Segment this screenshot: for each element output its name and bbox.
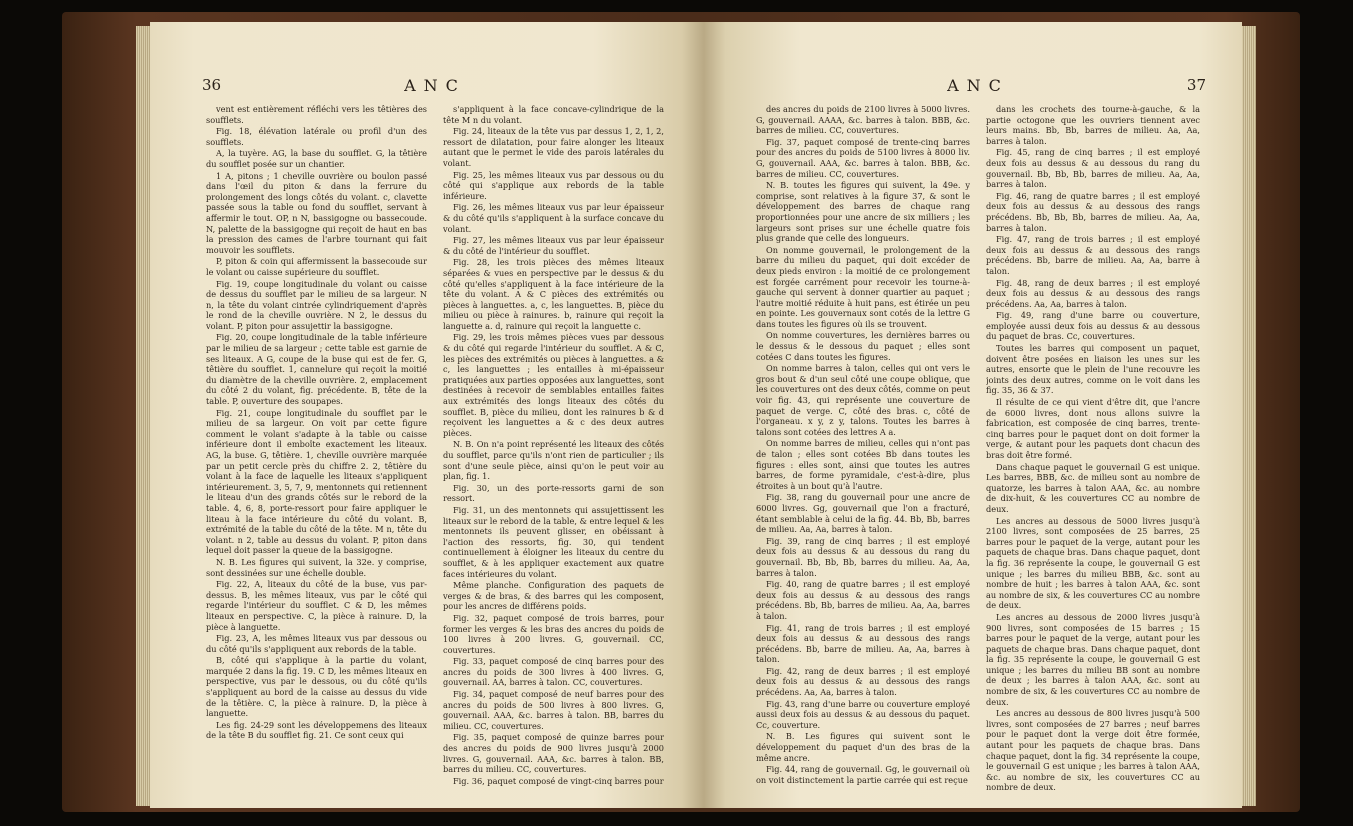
- paragraph: Toutes les barres qui composent un paquet, doivent être posées en liaison les unes sur les autres, ensorte que le plein de l'une recouvre les joints des deux autres, comme on le voit dans les fig. 35, 36 & 37.: [986, 343, 1200, 396]
- paragraph: Fig. 42, rang de deux barres ; il est employé deux fois au dessus & au dessous des rangs précédens. Aa, Aa, barres à talon.: [756, 665, 970, 698]
- paragraph: Fig. 20, coupe longitudinale de la table inférieure par le milieu de sa largeur ; cette table est garnie de ses liteaux. A G, coupe de la buse qui est de fer. G, têtière du soufflet. 1, cannelure qui reçoit la moitié du diamètre de la cheville ouvrière. 2, emplacement du côté 2 du volant, fig. précédente. B, tête de la table. P, ouverture des soupapes.: [206, 332, 427, 407]
- paragraph: 1 A, pitons ; 1 cheville ouvrière ou boulon passé dans l'œil du piton & dans la ferrure du prolongement des longs côtés du volant. c, clavette passée sous la table ou fond du soufflet, servant à affermir le tout. OP, n N, bassigogne ou bassecoude. N, palette de la bassigogne qui reçoit de haut en bas la pression des cames de l'arbre tournant qui fait mouvoir les soufflets.: [206, 170, 427, 255]
- paragraph: Fig. 38, rang du gouvernail pour une ancre de 6000 livres. Gg, gouvernail que l'on a fracturé, étant semblable à celui de la fig. 44. Bb, Bb, barres de milieu. Aa, Aa, barres à talon.: [756, 492, 970, 535]
- paragraph: Fig. 44, rang de gouvernail. Gg, le gouvernail où on voit distinctement la partie carrée qui est reçue: [756, 764, 970, 785]
- paragraph: Les ancres au dessous de 5000 livres jusqu'à 2100 livres, sont composées de 25 barres, 25 barres pour le paquet de la verge, autant pour les paquets de chaque bras. Dans chaque paquet, dont la fig. 36 représente la coupe, le gouvernail G est unique ; les barres du milieu BBB, &c. sont au nombre de huit ; les barres à talon AAA, &c. sont au nombre de six, & les couvertures CC au nombre de deux.: [986, 515, 1200, 611]
- left-page-columns: [206, 104, 664, 804]
- right-page-number: 37: [1186, 76, 1206, 94]
- left-page-edges: [136, 26, 150, 806]
- paragraph: Fig. 21, coupe longitudinale du soufflet par le milieu de sa largeur. On voit par cette figure comment le volant s'adapte à la table ou caisse inférieure dont il emboîte exactement les liteaux. AG, la buse. G, têtière. 1, cheville ouvrière marquée par un petit cercle près du chiffre 2. 2, têtière du volant à la face de laquelle les liteaux s'appliquent intérieurement. 3, 5, 7, 9, mentonnets qui retiennent le liteau d'un des grands côtés sur le rebord de la table. 4, 6, 8, porte-ressort pour faire appliquer le liteau à la face intérieure du côté du volant. B, extrémité de la table du côté de la tête. M n, tête du volant. n 2, table au dessus du volant. P, piton dans lequel doit passer la queue de la bassigogne.: [206, 407, 427, 556]
- paragraph: s'appliquent à la face concave-cylindrique de la tête M n du volant.: [443, 104, 664, 125]
- right-page-edges: [1242, 26, 1256, 806]
- paragraph: N. B. On n'a point représenté les liteaux des côtés du soufflet, parce qu'ils n'ont rien de particulier ; ils sont d'une seule pièce, ainsi qu'on le peut voir au plan, fig. 1.: [443, 439, 664, 482]
- paragraph: Fig. 19, coupe longitudinale du volant ou caisse de dessus du soufflet par le milieu de sa largeur. N n, la tête du volant cintrée cylindriquement d'après le rond de la cheville ouvrière. N 2, le dessus du volant. P, piton pour assujettir la bassigogne.: [206, 278, 427, 331]
- paragraph: Dans chaque paquet le gouvernail G est unique. Les barres, BBB, &c. de milieu sont au nombre de quatorze, les barres à talon AAA, &c. au nombre de dix-huit, & les couvertures CC au nombre de deux.: [986, 461, 1200, 514]
- open-book: [62, 12, 1300, 812]
- left-page-number: 36: [202, 76, 222, 94]
- paragraph: A, la tuyère. AG, la base du soufflet. G, la têtière du soufflet posée sur un chantier.: [206, 148, 427, 169]
- paragraph: Fig. 18, élévation latérale ou profil d'un des soufflets.: [206, 126, 427, 147]
- left-column-1: [206, 104, 427, 804]
- paragraph: Fig. 41, rang de trois barres ; il est employé deux fois au dessus & au dessous des rangs précédens. Bb, barre de milieu. Aa, Aa, barres à talon.: [756, 622, 970, 665]
- paragraph: Fig. 39, rang de cinq barres ; il est employé deux fois au dessus & au dessous du rang du gouvernail. Bb, Bb, Bb, barres du milieu. Aa, Aa, barres à talon.: [756, 535, 970, 578]
- paragraph: vent est entièrement réfléchi vers les têtières des soufflets.: [206, 104, 427, 125]
- paragraph: Fig. 35, paquet composé de quinze barres pour des ancres du poids de 900 livres jusqu'à 2000 livres. G, gouvernail. AAA, &c. barres à talon. BB, barres du milieu. CC, couvertures.: [443, 732, 664, 775]
- paragraph: Fig. 34, paquet composé de neuf barres pour des ancres du poids de 500 livres à 800 livres. G, gouvernail. AAA, &c. barres à talon. BB, barres du milieu. CC, couvertures.: [443, 689, 664, 731]
- left-running-head: ANC: [404, 76, 466, 95]
- paragraph: Les fig. 24-29 sont les développemens des liteaux de la tête B du soufflet fig. 21. Ce sont ceux qui: [206, 719, 427, 741]
- paragraph: B, côté qui s'applique à la partie du volant, marquée 2 dans la fig. 19. C D, les mêmes liteaux en perspective, vus par le dessous, ou du côté qu'ils s'appliquent au bord de la caisse au dessus du vide de la têtière. C, la pièce à rainure. D, la pièce à languette.: [206, 655, 427, 719]
- paragraph: des ancres du poids de 2100 livres à 5000 livres. G, gouvernail. AAAA, &c. barres à talon. BBB, &c. barres de milieu. CC, couvertures.: [756, 104, 970, 136]
- left-page-header: [202, 76, 664, 98]
- paragraph: Les ancres au dessous de 800 livres jusqu'à 500 livres, sont composées de 27 barres ; neuf barres pour le paquet dont la verge doit être formée, autant pour les paquets de chaque bras. Dans chaque paquet, dont la fig. 34 représente la coupe, le gouvernail G est unique ; les barres à talon AAA, &c. au nombre de six, les couvertures CC au nombre de deux.: [986, 708, 1200, 793]
- paragraph: On nomme barres à talon, celles qui ont vers le gros bout & d'un seul côté une coupe oblique, que les couvertures ont des deux côtés, comme on peut voir fig. 43, qui représente une couverture de paquet de verge. C, côté des bras. c, côté de l'organeau. x y, z y, talons. Toutes les barres à talons sont cotées des lettres A a.: [756, 363, 970, 437]
- paragraph: Fig. 48, rang de deux barres ; il est employé deux fois au dessus & au dessous des rangs précédens. Aa, Aa, barres à talon.: [986, 277, 1200, 309]
- paragraph: Fig. 47, rang de trois barres ; il est employé deux fois au dessus & au dessous des rangs précédens. Bb, barre de milieu. Aa, Aa, barre à talon.: [986, 234, 1200, 276]
- paragraph: Les ancres au dessous de 2000 livres jusqu'à 900 livres, sont composées de 15 barres ; 15 barres pour le paquet de la verge, autant pour les paquets de chaque bras. Dans chaque paquet, dont la fig. 35 représente la coupe, le gouvernail G est unique ; les barres du milieu BB sont au nombre de deux ; les barres à talon AAA, &c. sont au nombre de six, & les couvertures CC au nombre de deux.: [986, 611, 1200, 707]
- paragraph: Fig. 30, un des porte-ressorts garni de son ressort.: [443, 482, 664, 504]
- paragraph: Fig. 32, paquet composé de trois barres, pour former les verges & les bras des ancres du poids de 100 livres à 200 livres. G, gouvernail. CC, couvertures.: [443, 612, 664, 655]
- paragraph: Fig. 27, les mêmes liteaux vus par leur épaisseur & du côté de l'intérieur du soufflet.: [443, 235, 664, 256]
- paragraph: Fig. 29, les trois mêmes pièces vues par dessous & du côté qui regarde l'intérieur du soufflet. A & C, les pièces des extrémités ou pièces à languettes. a & c, les languettes ; les entailles à mi-épaisseur pratiquées aux parties opposées aux languettes, sont destinées à recevoir de semblables entailles faites aux extrémités des longs liteaux des côtés du soufflet. B, pièce du milieu, dont les rainures b & d reçoivent les languettes a & c des deux autres pièces.: [443, 332, 664, 438]
- paragraph: Fig. 45, rang de cinq barres ; il est employé deux fois au dessus & au dessous du rang du gouvernail. Bb, Bb, Bb, barres de milieu. Aa, Aa, barres à talon.: [986, 147, 1200, 190]
- right-page: [704, 22, 1242, 808]
- right-page-header: [756, 76, 1206, 98]
- paragraph: Fig. 26, les mêmes liteaux vus par leur épaisseur & du côté qu'ils s'appliquent à la surface concave du volant.: [443, 202, 664, 234]
- paragraph: Même planche. Configuration des paquets de verges & de bras, & des barres qui les composent, pour les ancres de différens poids.: [443, 580, 664, 612]
- left-page: [150, 22, 704, 808]
- right-column-2: [986, 104, 1200, 804]
- paragraph: On nomme barres de milieu, celles qui n'ont pas de talon ; elles sont cotées Bb dans toutes les figures : elles sont, ainsi que toutes les autres barres, de forme pyramidale, c'est-à-dire, plus étroites à un bout qu'à l'autre.: [756, 438, 970, 491]
- right-column-1: [756, 104, 970, 804]
- paragraph: P, piton & coin qui affermissent la bassecoude sur le volant ou caisse supérieure du soufflet.: [206, 256, 427, 277]
- paragraph: Fig. 37, paquet composé de trente-cinq barres pour des ancres du poids de 5100 livres à 8000 liv. G, gouvernail. AAA, &c. barres à talon. BBB, &c. barres de milieu. CC, couvertures.: [756, 136, 970, 179]
- paragraph: Fig. 28, les trois pièces des mêmes liteaux séparées & vues en perspective par le dessus & du côté qu'elles s'appliquent à la face intérieure de la tête du volant. A & C pièces des extrémités ou pièces à languettes. a, c, les languettes. B, pièce du milieu ou pièce à rainures. b, rainure qui reçoit la languette a. d, rainure qui reçoit la languette c.: [443, 257, 664, 331]
- paragraph: N. B. Les figures qui suivent sont le développement du paquet d'un des bras de la même ancre.: [756, 731, 970, 763]
- paragraph: Fig. 43, rang d'une barre ou couverture employé aussi deux fois au dessus & au dessous du paquet. Cc, couverture.: [756, 698, 970, 730]
- paragraph: Fig. 23, A, les mêmes liteaux vus par dessous ou du côté qu'ils s'appliquent aux rebords de la table.: [206, 633, 427, 654]
- right-page-columns: [756, 104, 1200, 804]
- paragraph: Fig. 49, rang d'une barre ou couverture, employée aussi deux fois au dessus & au dessous du paquet de bras. Cc, couvertures.: [986, 310, 1200, 342]
- paragraph: Fig. 40, rang de quatre barres ; il est employé deux fois au dessus & au dessous des rangs précédens. Bb, Bb, barres de milieu. Aa, Aa, barres à talon.: [756, 579, 970, 621]
- paragraph: N. B. toutes les figures qui suivent, la 49e. y comprise, sont relatives à la figure 37, & sont le développement des barres de chaque rang proportionnées pour une ancre de six milliers ; les largeurs sont prises sur une échelle quatre fois plus grande que celle des longueurs.: [756, 180, 970, 244]
- paragraph: Fig. 25, les mêmes liteaux vus par dessous ou du côté qui s'applique aux rebords de la table inférieure.: [443, 169, 664, 201]
- paragraph: Fig. 22, A, liteaux du côté de la buse, vus par-dessus. B, les mêmes liteaux, vus par le côté qui regarde l'intérieur du soufflet. C & D, les mêmes liteaux en perspective. C, la pièce à rainure. D, la pièce à languette.: [206, 579, 427, 632]
- paragraph: Fig. 33, paquet composé de cinq barres pour des ancres du poids de 300 livres à 400 livres. G, gouvernail. AA, barres à talon. CC, couvertures.: [443, 656, 664, 688]
- right-running-head: ANC: [947, 76, 1009, 95]
- paragraph: Il résulte de ce qui vient d'être dit, que l'ancre de 6000 livres, dont nous allons suivre la fabrication, est composée de cinq barres, trente-cinq barres pour le paquet dont on doit former la verge, & autant pour les paquets dont chacun des bras doit être formé.: [986, 397, 1200, 460]
- paragraph: dans les crochets des tourne-à-gauche, & la partie octogone que les ouvriers tiennent avec leurs mains. Bb, Bb, barres de milieu. Aa, Aa, barres à talon.: [986, 104, 1200, 146]
- paragraph: Fig. 36, paquet composé de vingt-cinq barres pour: [453, 775, 664, 786]
- paragraph: On nomme couvertures, les dernières barres ou le dessus & le dessous du paquet ; elles sont cotées C dans toutes les figures.: [756, 330, 970, 362]
- paragraph: N. B. Les figures qui suivent, la 32e. y comprise, sont dessinées sur une échelle double.: [206, 556, 427, 578]
- paragraph: Fig. 46, rang de quatre barres ; il est employé deux fois au dessus & au dessous des rangs précédens. Bb, Bb, Bb, barres de milieu. Aa, Aa, barres à talon.: [986, 190, 1200, 233]
- paragraph: Fig. 31, un des mentonnets qui assujettissent les liteaux sur le rebord de la table, & entre lequel & les mentonnets ils peuvent glisser, en obéissant à l'action des ressorts, fig. 30, qui tendent continuellement à éloigner les liteaux du centre du soufflet, & à les appliquer exactement aux quatre faces intérieures du volant.: [443, 504, 664, 579]
- paragraph: Fig. 24, liteaux de la tête vus par dessus 1, 2, 1, 2, ressort de dilatation, pour faire alonger les liteaux autant que le permet le vide des parois latérales du volant.: [443, 126, 664, 168]
- left-column-2: [443, 104, 664, 804]
- paragraph: On nomme gouvernail, le prolongement de la barre du milieu du paquet, qui doit excéder de deux pieds environ : la moitié de ce prolongement est forgée carrément pour recevoir les tourne-à-gauche qui servent à donner quartier au paquet ; l'autre moitié réduite à huit pans, est étirée un peu en pointe. Les gouvernaux sont cotés de la lettre G dans toutes les figures où ils se trouvent.: [756, 244, 970, 329]
